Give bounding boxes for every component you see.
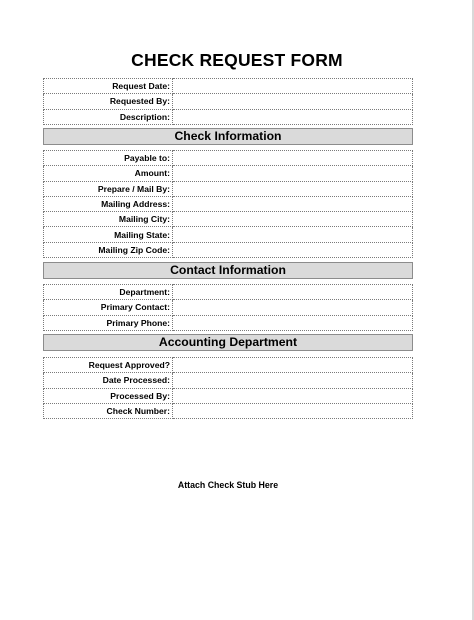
field-label: Primary Phone: xyxy=(44,315,173,330)
table-row xyxy=(44,315,413,330)
mailing-state-field[interactable] xyxy=(173,227,413,242)
primary-phone-field[interactable] xyxy=(173,315,413,330)
field-label: Description: xyxy=(44,109,173,124)
request-table xyxy=(43,78,413,125)
accounting-department-table xyxy=(43,357,413,419)
contact-information-table xyxy=(43,284,413,331)
amount-field[interactable] xyxy=(173,166,413,181)
mailing-zip-code-field[interactable] xyxy=(173,242,413,257)
field-label: Payable to: xyxy=(44,151,173,166)
description-field[interactable] xyxy=(173,109,413,124)
table-row xyxy=(44,181,413,196)
primary-contact-field[interactable] xyxy=(173,300,413,315)
table-row xyxy=(44,212,413,227)
request-approved-field[interactable] xyxy=(173,358,413,373)
field-label: Processed By: xyxy=(44,388,173,403)
field-label: Primary Contact: xyxy=(44,300,173,315)
check-information-header: Check Information xyxy=(43,128,413,145)
table-row xyxy=(44,242,413,257)
prepare-mail-by-field[interactable] xyxy=(173,181,413,196)
table-row xyxy=(44,151,413,166)
field-label: Mailing Address: xyxy=(44,196,173,211)
accounting-department-header: Accounting Department xyxy=(43,334,413,351)
request-date-field[interactable] xyxy=(173,79,413,94)
table-row xyxy=(44,403,413,418)
check-number-field[interactable] xyxy=(173,403,413,418)
payable-to-field[interactable] xyxy=(173,151,413,166)
mailing-city-field[interactable] xyxy=(173,212,413,227)
table-row xyxy=(44,388,413,403)
attach-check-stub-label: Attach Check Stub Here xyxy=(177,480,279,490)
field-label: Mailing State: xyxy=(44,227,173,242)
field-label: Request Approved? xyxy=(44,358,173,373)
form-title: CHECK REQUEST FORM xyxy=(131,50,343,70)
table-row xyxy=(44,196,413,211)
field-label: Request Date: xyxy=(44,79,173,94)
field-label: Check Number: xyxy=(44,403,173,418)
table-row xyxy=(44,109,413,124)
table-row xyxy=(44,166,413,181)
field-label: Date Processed: xyxy=(44,373,173,388)
processed-by-field[interactable] xyxy=(173,388,413,403)
check-information-table xyxy=(43,150,413,258)
field-label: Prepare / Mail By: xyxy=(44,181,173,196)
field-label: Department: xyxy=(44,285,173,300)
field-label: Amount: xyxy=(44,166,173,181)
contact-information-header: Contact Information xyxy=(43,262,413,279)
table-row xyxy=(44,79,413,94)
date-processed-field[interactable] xyxy=(173,373,413,388)
mailing-address-field[interactable] xyxy=(173,196,413,211)
table-row xyxy=(44,358,413,373)
table-row xyxy=(44,227,413,242)
field-label: Mailing Zip Code: xyxy=(44,242,173,257)
field-label: Requested By: xyxy=(44,94,173,109)
table-row xyxy=(44,285,413,300)
requested-by-field[interactable] xyxy=(173,94,413,109)
table-row xyxy=(44,373,413,388)
field-label: Mailing City: xyxy=(44,212,173,227)
table-row xyxy=(44,94,413,109)
department-field[interactable] xyxy=(173,285,413,300)
table-row xyxy=(44,300,413,315)
